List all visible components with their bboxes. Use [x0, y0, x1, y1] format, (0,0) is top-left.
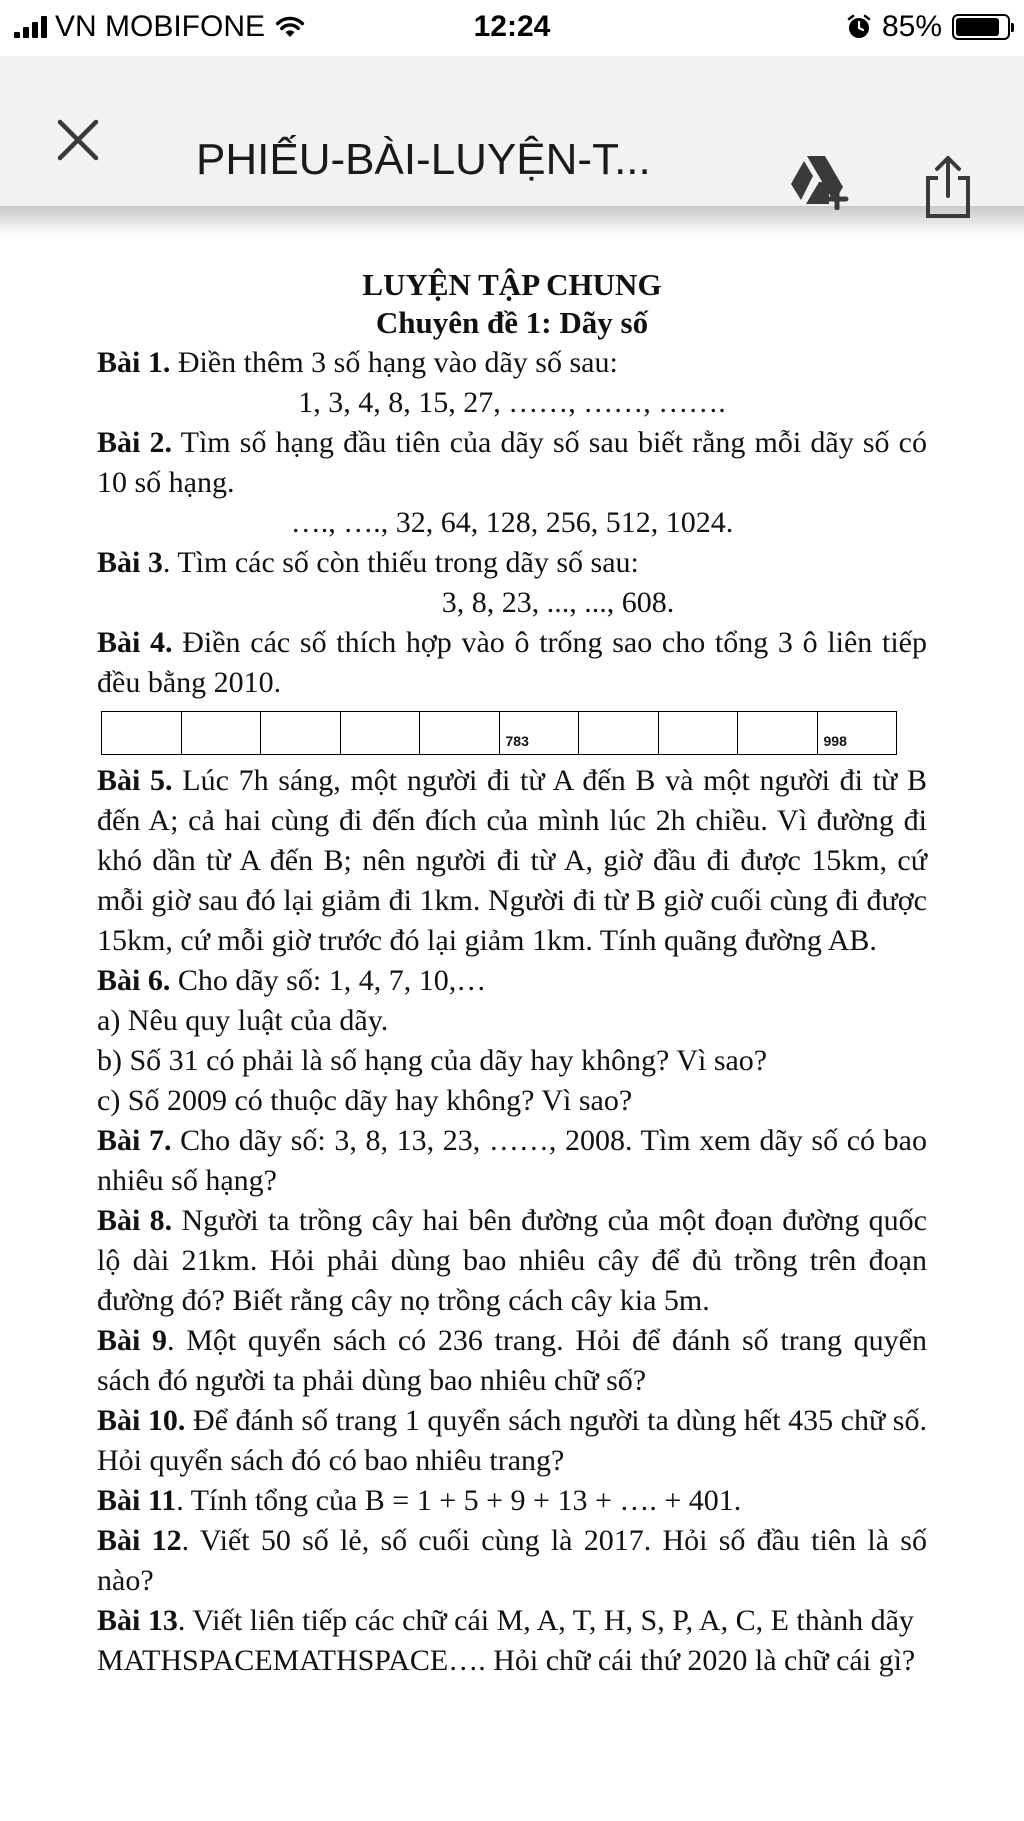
document-page: [0, 236, 1024, 1681]
exercise-5: [97, 761, 927, 961]
exercise-1-label: Bài 1.: [97, 346, 171, 380]
status-time: 12:24: [473, 10, 551, 43]
exercise-1-sequence: 1, 3, 4, 8, 15, 27, ……, ……, …….: [298, 386, 726, 420]
share-icon[interactable]: [920, 154, 976, 220]
carrier-name: VN MOBIFONE: [55, 10, 266, 43]
exercise-6-label: Bài 6.: [97, 964, 171, 998]
toolbar-shadow: [0, 206, 1024, 236]
battery-fill: [956, 18, 999, 36]
battery-icon: [952, 14, 1010, 40]
exercise-5-text: Lúc 7h sáng, một người đi từ A đến B và một người đi từ B đến A; cả hai cùng đi đến đích của mình lúc 2h chiều. Vì đường đi khó dần từ A đến B; nên người đi từ A, giờ đầu đi được 15km, cứ mỗi giờ sau đó lại giảm đi 1km. Người đi từ B giờ cuối cùng đi được 15km, cứ mỗi giờ trước đó lại giảm 1km. Tính quãng đường AB.: [97, 764, 927, 958]
exercise-4-grid: [101, 711, 897, 755]
exercise-list: [97, 343, 927, 1681]
exercise-9-text: . Một quyển sách có 236 trang. Hỏi để đánh số trang quyển sách đó người ta phải dùng bao nhiêu chữ số?: [97, 1324, 927, 1398]
viewer-toolbar: [0, 56, 1024, 206]
exercise-7-text: Cho dãy số: 3, 8, 13, 23, ……, 2008. Tìm xem dãy số có bao nhiêu số hạng?: [97, 1124, 927, 1198]
grid-cell: [738, 712, 818, 754]
grid-cell-value: 998: [823, 733, 847, 750]
exercise-11: [97, 1481, 927, 1521]
exercise-7: [97, 1121, 927, 1201]
grid-cell: [420, 712, 500, 754]
exercise-8-label: Bài 8.: [97, 1204, 173, 1238]
grid-cell: [341, 712, 421, 754]
exercise-2: [97, 423, 927, 503]
grid-cell: [102, 712, 182, 754]
wifi-icon: [275, 15, 305, 39]
status-left: [14, 10, 305, 44]
exercise-11-text: . Tính tổng của B = 1 + 5 + 9 + 13 + …. + 401.: [176, 1484, 742, 1518]
exercise-1-text: Điền thêm 3 số hạng vào dãy số sau:: [170, 346, 618, 380]
exercise-12-label: Bài 12: [97, 1524, 182, 1558]
alarm-icon: [846, 14, 872, 40]
grid-cell: [659, 712, 739, 754]
doc-title: LUYỆN TẬP CHUNG: [362, 267, 662, 302]
add-to-drive-icon[interactable]: [785, 154, 851, 210]
document-title: PHIẾU-BÀI-LUYỆN-T...: [196, 135, 651, 184]
battery-percent: 85%: [881, 10, 942, 43]
grid-cell: [182, 712, 262, 754]
exercise-13: [97, 1601, 927, 1681]
exercise-6-text: Cho dãy số: 1, 4, 7, 10,…: [170, 964, 487, 998]
exercise-6-part-c: c) Số 2009 có thuộc dãy hay không? Vì sao?: [97, 1084, 633, 1118]
status-bar: [0, 0, 1024, 56]
exercise-3-sequence: 3, 8, 23, ..., ..., 608.: [441, 586, 675, 620]
exercise-3-label: Bài 3: [97, 546, 163, 580]
exercise-4-label: Bài 4.: [97, 626, 173, 660]
exercise-10-label: Bài 10.: [97, 1404, 186, 1438]
exercise-3-text: . Tìm các số còn thiếu trong dãy số sau:: [162, 546, 639, 580]
exercise-8-text: Người ta trồng cây hai bên đường của một đoạn đường quốc lộ dài 21km. Hỏi phải dùng bao nhiêu cây để đủ trồng trên đoạn đường đó? Biết rằng cây nọ trồng cách cây kia 5m.: [97, 1204, 927, 1318]
status-right: [846, 10, 1010, 44]
exercise-10-text: Để đánh số trang 1 quyển sách người ta dùng hết 435 chữ số. Hỏi quyển sách đó có bao nhiêu trang?: [97, 1404, 927, 1478]
exercise-6-part-a: a) Nêu quy luật của dãy.: [97, 1004, 389, 1038]
signal-icon: [14, 16, 47, 38]
exercise-9-label: Bài 9: [97, 1324, 168, 1358]
exercise-2-label: Bài 2.: [97, 426, 173, 460]
exercise-12-text: . Viết 50 số lẻ, số cuối cùng là 2017. Hỏi số đầu tiên là số nào?: [97, 1524, 927, 1598]
exercise-1: [97, 343, 927, 383]
grid-cell: [579, 712, 659, 754]
exercise-8: [97, 1201, 927, 1321]
exercise-12: [97, 1521, 927, 1601]
grid-cell: [261, 712, 341, 754]
grid-cell: [500, 712, 580, 754]
exercise-11-label: Bài 11: [97, 1484, 177, 1518]
exercise-10: [97, 1401, 927, 1481]
close-icon[interactable]: [52, 114, 104, 166]
grid-cell-value: 783: [505, 733, 529, 750]
exercise-13-text: . Viết liên tiếp các chữ cái M, A, T, H, S, P, A, C, E thành dãy MATHSPACEMATHSPACE…. Hỏi chữ cái thứ 2020 là chữ cái gì?: [97, 1604, 916, 1678]
grid-cell: [818, 712, 897, 754]
exercise-3: [97, 543, 927, 583]
exercise-2-text: Tìm số hạng đầu tiên của dãy số sau biết rằng mỗi dãy số có 10 số hạng.: [97, 426, 927, 500]
exercise-13-label: Bài 13: [97, 1604, 178, 1638]
exercise-5-label: Bài 5.: [97, 764, 173, 798]
exercise-4-text: Điền các số thích hợp vào ô trống sao cho tổng 3 ô liên tiếp đều bằng 2010.: [97, 626, 927, 700]
doc-subtitle: Chuyên đề 1: Dãy số: [375, 305, 649, 341]
exercise-6: [97, 961, 927, 1001]
exercise-7-label: Bài 7.: [97, 1124, 172, 1158]
exercise-2-sequence: …., …., 32, 64, 128, 256, 512, 1024.: [290, 506, 734, 540]
exercise-4: [97, 623, 927, 703]
exercise-9: [97, 1321, 927, 1401]
exercise-6-part-b: b) Số 31 có phải là số hạng của dãy hay không? Vì sao?: [97, 1044, 768, 1078]
